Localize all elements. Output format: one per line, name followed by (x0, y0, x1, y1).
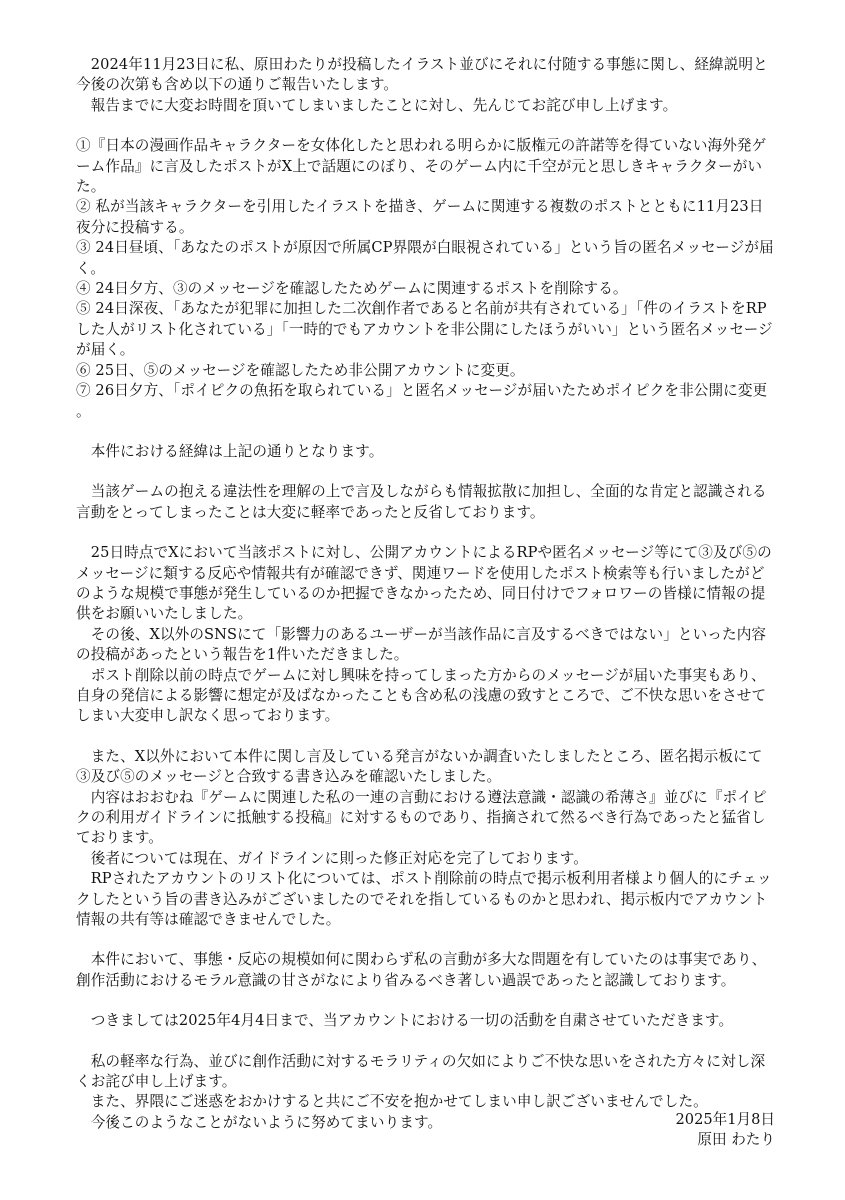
board-findings-paragraph (76, 747, 776, 931)
paragraph-line: また、界隈にご迷惑をおかけすると共にご不安を抱かせてしまい申し訳ございませんでした。 (76, 1093, 708, 1111)
statement-body (76, 55, 776, 1153)
reflection-paragraph (76, 482, 776, 523)
paragraph-line: 内容はおおむね『ゲームに関連した私の一連の言動における遵法意識・認識の希薄さ』並びに『ポイピクの利用ガイドラインに抵触する投稿』に対するものであり、指摘されて然るべき行為であったと猛省しております。 (76, 788, 767, 847)
paragraph-line: その後、X以外のSNSにて「影響力のあるユーザーが当該作品に言及するべきではない」といった内容の投稿があったという報告を1件いただきました。 (76, 625, 767, 664)
paragraph-line: 後者については現在、ガイドラインに則った修正対応を完了しております。 (76, 849, 588, 867)
timeline-item-5: ⑤ 24日深夜、「あなたが犯罪に加担した二次創作者であると名前が共有されている」「件のイラストをRPした人がリスト化されている」「一時的でもアカウントを非公開にしたほうがいい」という匿名メッセージが届く。 (76, 300, 773, 359)
paragraph-line: 当該ゲームの抱える違法性を理解の上で言及しながらも情報拡散に加担し、全面的な肯定と認識される言動をとってしまったことは大変に軽率であったと反省しております。 (76, 483, 767, 521)
investigation-paragraph (76, 543, 776, 727)
paragraph-line: 本件における経緯は上記の通りとなります。 (76, 442, 384, 460)
summary-paragraph (76, 442, 776, 462)
signature-block (676, 1110, 776, 1151)
paragraph-line: 25日時点でXにおいて当該ポストに対し、公開アカウントによるRPや匿名メッセージ等にて③及び⑤のメッセージに類する反応や情報共有が確認できず、関連ワードを使用したポスト検索等も行いましたがどのような規模で事態が発生しているのか把握できなかったため、同日付けでフォロワーの皆様に情報の提供をお願いいたしました。 (76, 544, 772, 623)
intro-paragraph (76, 55, 776, 116)
paragraph-line: ポスト削除以前の時点でゲームに対し興味を持ってしまった方からのメッセージが届いた事実もあり、自身の発信による影響に想定が及ばなかったことも含め私の浅慮の致すところで、ご不快な思いをさせてしまい大変申し訳なく思っております。 (76, 666, 767, 725)
acknowledgement-paragraph (76, 950, 776, 991)
hiatus-paragraph (76, 1011, 776, 1031)
timeline-item-3: ③ 24日昼頃、「あなたのポストが原因で所属CP界隈が白眼視されている」という旨の匿名メッセージが届く。 (76, 239, 774, 277)
timeline-item-1: ①『日本の漫画作品キャラクターを女体化したと思われる明らかに版権元の許諾等を得ていない海外発ゲーム作品』に言及したポストがX上で話題にのぼり、そのゲーム内に千空が元と思しきキャラクターがいた。 (76, 137, 767, 196)
paragraph-line: また、X以外において本件に関し言及している発言がないか調査いたしましたところ、匿名掲示板にて③及び⑤のメッセージと合致する書き込みを確認いたしました。 (76, 747, 763, 786)
signature-name: 原田 わたり (697, 1131, 775, 1149)
paragraph-line: 今後このようなことがないように努めてまいります。 (76, 1113, 443, 1131)
timeline-item-6: ⑥ 25日、⑤のメッセージを確認したため非公開アカウントに変更。 (76, 361, 525, 379)
paragraph-line: つきましては2025年4月4日まで、当アカウントにおける一切の活動を自粛させていただきます。 (76, 1012, 734, 1030)
apology-paragraph (76, 1052, 776, 1134)
timeline-item-2: ② 私が当該キャラクターを引用したイラストを描き、ゲームに関連する複数のポストとともに11月23日夜分に投稿する。 (76, 198, 764, 236)
signature-date: 2025年1月8日 (675, 1111, 775, 1128)
paragraph-line: 報告までに大変お時間を頂いてしまいましたことに対し、先んじてお詫び申し上げます。 (76, 96, 678, 114)
timeline-item-4: ④ 24日夕方、③のメッセージを確認したためゲームに関連するポストを削除する。 (76, 280, 628, 298)
paragraph-line: 2024年11月23日に私、原田わたりが投稿したイラスト並びにそれに付随する事態に関し、経緯説明と今後の次第も含め以下の通りご報告いたします。 (76, 56, 768, 94)
timeline-list (76, 136, 776, 422)
paragraph-line: 本件において、事態・反応の規模如何に関わらず私の言動が多大な問題を有していたのは事実であり、創作活動におけるモラル意識の甘さがなにより省みるべき著しい過誤であったと認識しております。 (76, 951, 767, 989)
paragraph-line: RPされたアカウントのリスト化については、ポスト削除前の時点で掲示板利用者様より個人的にチェックしたという旨の書き込みがございましたのでそれを指しているものかと思われ、掲示板内でアカウント情報の共有等は確認できませんでした。 (76, 870, 772, 929)
paragraph-line: 私の軽率な行為、並びに創作活動に対するモラリティの欠如によりご不快な思いをされた方々に対し深くお詫び申し上げます。 (76, 1052, 766, 1091)
timeline-item-7: ⑦ 26日夕方、「ポイピクの魚拓を取られている」と匿名メッセージが届いたためポイピクを非公開に変更。 (76, 382, 768, 420)
